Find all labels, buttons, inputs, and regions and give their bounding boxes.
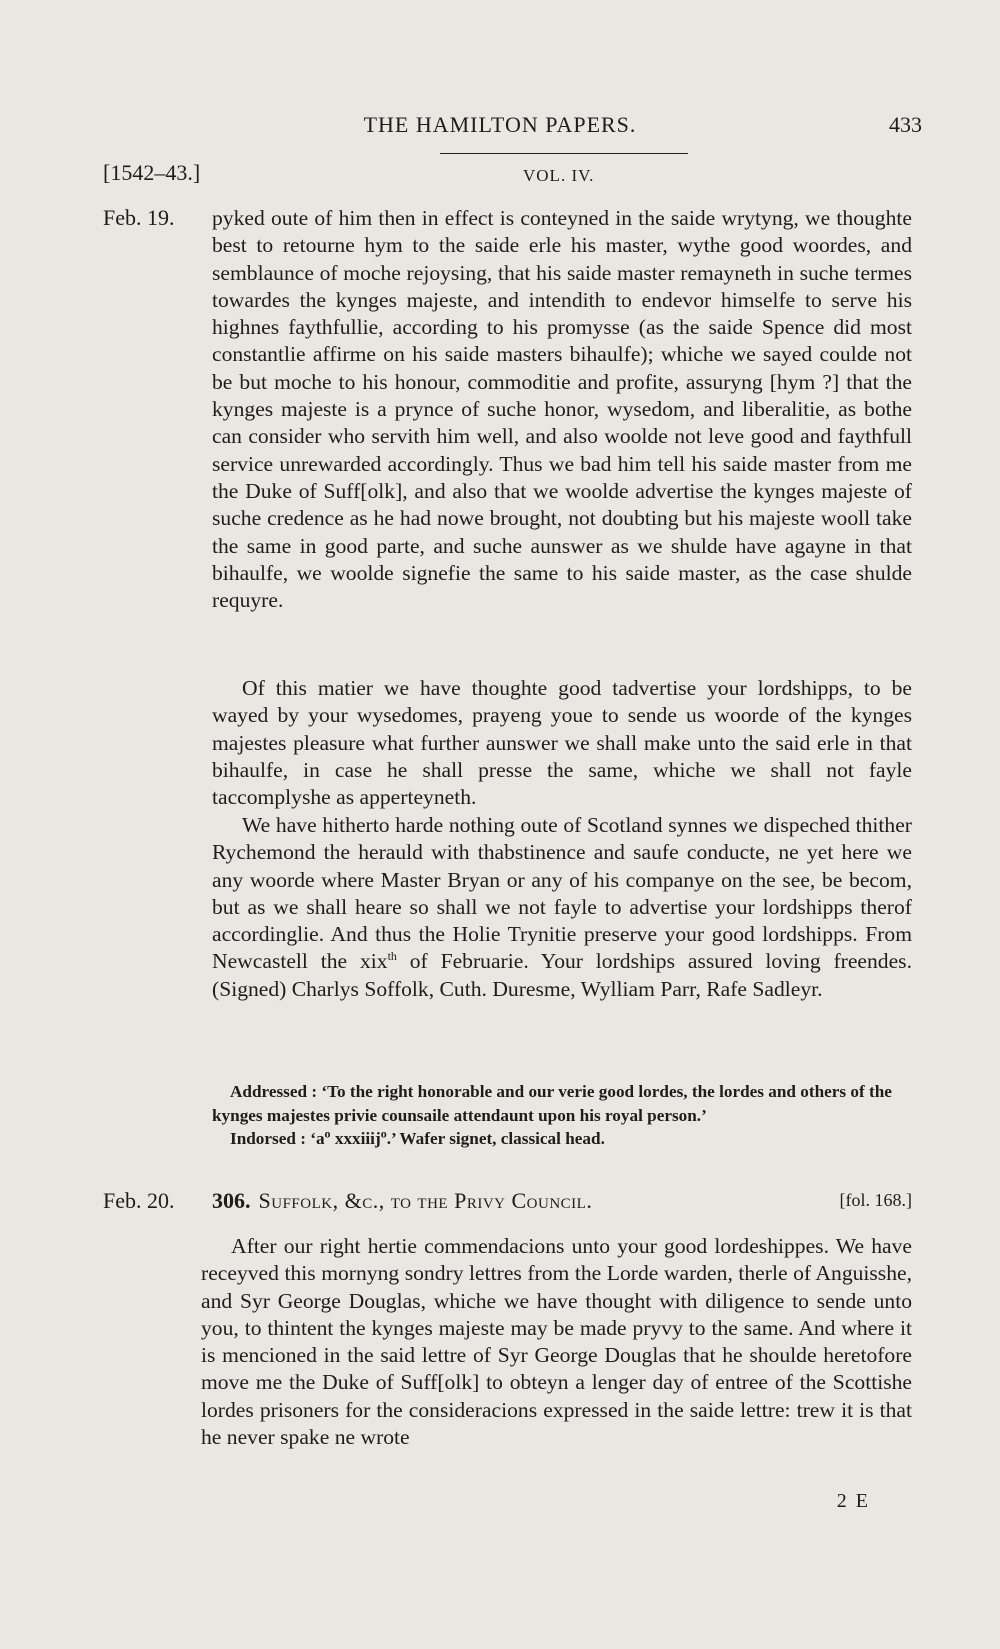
endorse-numeral: xxxiiij	[330, 1129, 381, 1148]
running-title: THE HAMILTON PAPERS.	[363, 112, 637, 137]
letter-heading	[212, 1188, 912, 1214]
address-note: Addressed : ‘To the right honorable and our verie good lordes, the lordes and others of the kynges majestes privie counsaile attendaunt upon his royal person.’	[212, 1082, 892, 1125]
letter-number: 306.	[212, 1188, 251, 1213]
paragraph-3-text: We have hitherto harde nothing oute of Scotland synnes we dispeched thither Rychemond the herauld with thabstinence and saufe conducte, ne yet here we any woorde where Master Bryan or any of his companye on the see, be becom, but as we shall heare so shall we not fayle to advertise your lordshipps therof accordinglie. And thus the Holie Trynitie preserve your good lordshipps. From Newcastell the xix	[212, 813, 912, 974]
endorse-text: Indorsed : ‘a	[230, 1129, 325, 1148]
header-rule	[440, 153, 688, 154]
endorse-text-end: .’ Wafer signet, classical head.	[386, 1129, 605, 1148]
ordinal-suffix: th	[387, 949, 397, 964]
endorse-superscript-2: o	[380, 1126, 387, 1141]
year-range-note: [1542–43.]	[103, 160, 201, 185]
letter-paragraph-3	[212, 812, 912, 1003]
letter-paragraph-1: pyked oute of him then in effect is conteyned in the saide wrytyng, we thoughte best to retourne hym to the saide erle his master, wythe good woordes, and semblaunce of moche rejoysing, that his saide master remayneth in suche termes towardes the kynges majeste, and intendith to endevor himselfe to serve his highnes faythfullie, according to his promysse (as the saide Spence did most constantlie affirme on his saide masters bihaulfe); whiche we sayed coulde not be but moche to his honour, commoditie and profite, assuryng [hym ?] that the kynges majeste is a prynce of suche honor, wysedom, and liberalitie, as bothe can consider who servith him well, and also woolde not leve good and faythfull service unrewarded accordingly. Thus we bad him tell his saide master from me the Duke of Suff[olk], and also that we woolde advertise the kynges majeste of suche credence as he had nowe brought, not doubting but his majeste wooll take the same in good parte, and suche aunswer as we shulde have agayne in that bihaulfe, we woolde signefie the same to his saide master, as the case shulde requyre.	[212, 206, 912, 613]
letter-title: Suffolk, &c., to the Privy Council.	[258, 1188, 593, 1213]
letter-paragraph-2: Of this matier we have thoughte good tadvertise your lordshipps, to be wayed by your wysedomes, prayeng youe to sende us woorde of the kynges majestes pleasure what further aunswer we shall make unto the said erle in that bihaulfe, in case he shall presse the same, whiche we shall not fayle taccomplyshe as apperteyneth.	[212, 676, 912, 810]
letter-306-paragraph: After our right hertie commendacions unto your good lordeshippes. We have receyved this mornyng sondry lettres from the Lorde warden, therle of Anguisshe, and Syr George Douglas, whiche we have thought with diligence to sende unto you, to thintent the kynges majeste may be made pryvy to the same. And where it is mencioned in the said lettre of Syr George Douglas that he shoulde heretofore move me the Duke of Suff[olk] to obteyn a lenger day of entree of the Scottishe lordes prisoners for the consideracions expressed in the saide lettre: trew it is that he never spake ne wrote	[201, 1234, 912, 1450]
margin-date-feb-20: Feb. 20.	[103, 1188, 175, 1213]
margin-date-feb-19: Feb. 19.	[103, 205, 175, 230]
endorse-superscript: o	[324, 1126, 331, 1141]
paragraph-3-text-end: of Februarie. Your lordships assured loving freendes. (Signed) Charlys Soffolk, Cuth. Duresme, Wylliam Parr, Rafe Sadleyr.	[212, 949, 912, 1001]
signature-mark: 2 E	[836, 1490, 870, 1512]
folio-reference: [fol. 168.]	[839, 1190, 912, 1210]
endorsement-note	[212, 1127, 912, 1151]
page-number: 433	[889, 112, 922, 137]
volume-label: VOL. IV.	[523, 166, 595, 185]
